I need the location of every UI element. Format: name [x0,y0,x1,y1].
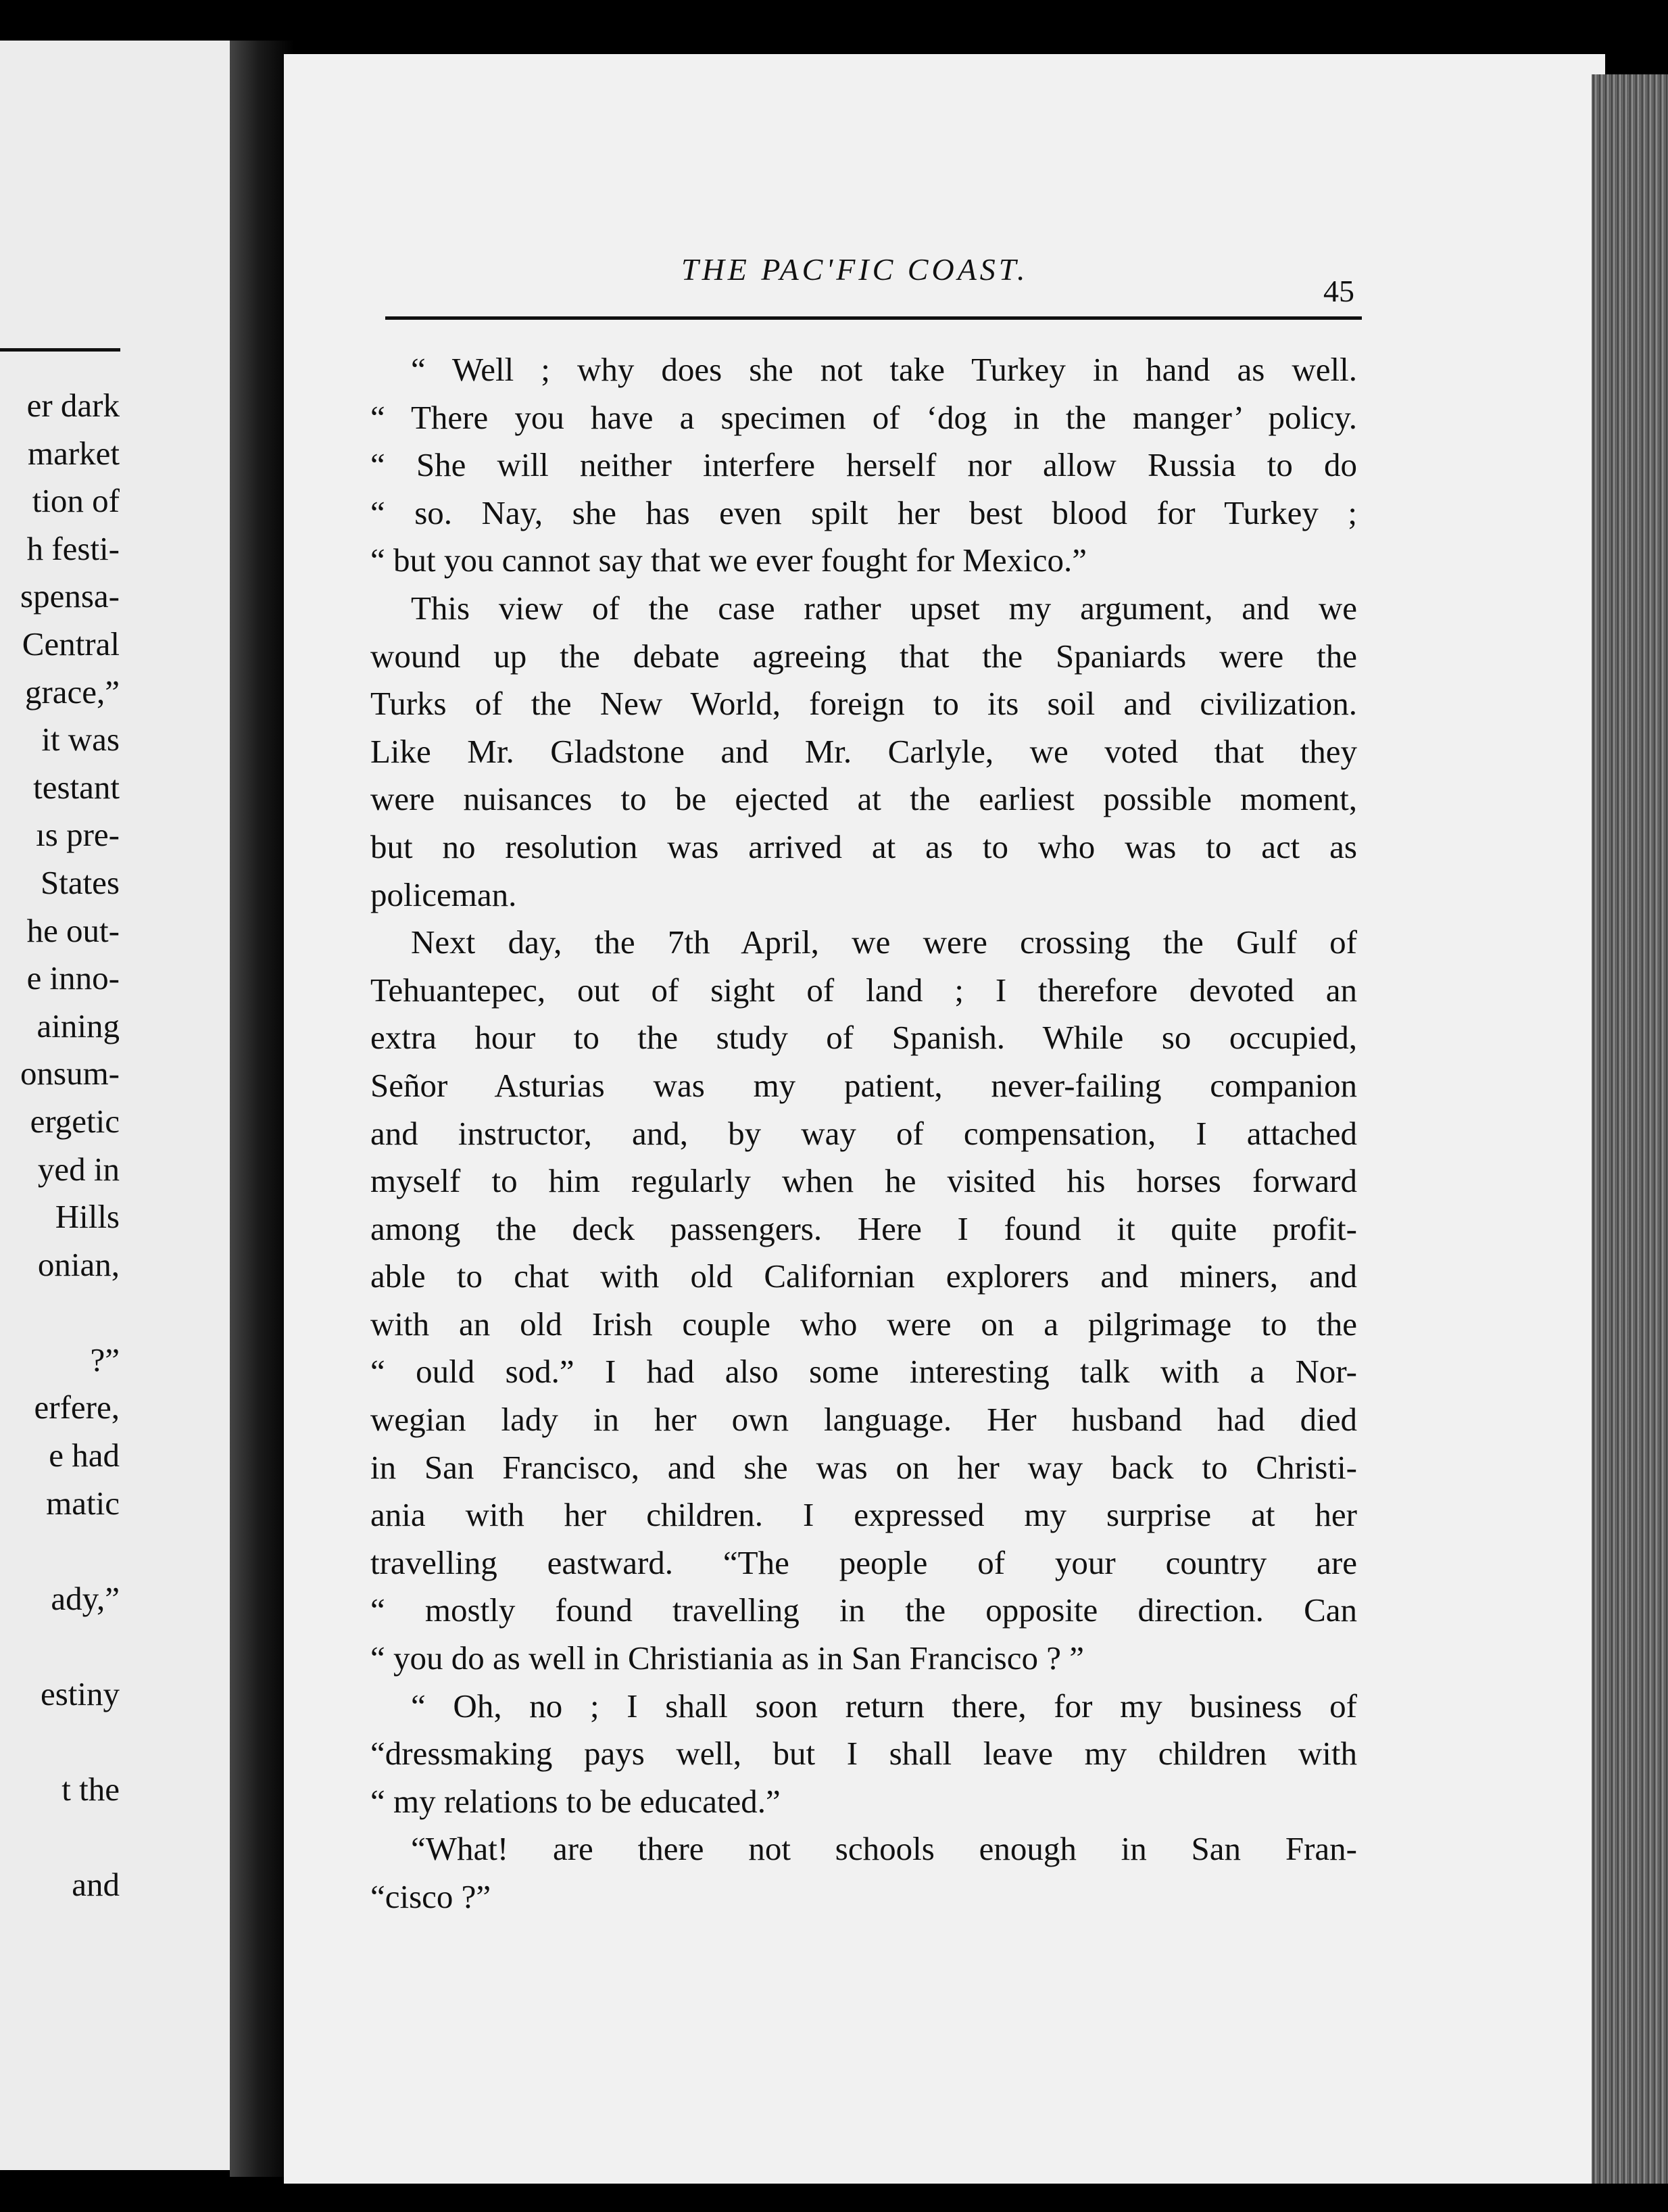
left-page-line [20,1622,120,1670]
text-line: Like Mr. Gladstone and Mr. Carlyle, we voted that they [370,732,1357,770]
left-page-line: ergetic [30,1102,120,1140]
text-line: extra hour to the study of Spanish. While so occupied, [370,1019,1357,1057]
text-line: This view of the case rather upset my argument, and we [411,589,1357,627]
running-head: THE PAC'FIC COAST. [681,252,1029,287]
left-page-line: e inno- [26,959,120,997]
left-page-line: er dark [26,387,120,424]
text-line: in San Francisco, and she was on her way back to Christi- [370,1448,1357,1486]
text-line: Turks of the New World, foreign to its soil and civilization. [370,685,1357,723]
left-page-line: testant [33,768,120,806]
left-page-line: tion of [32,482,120,520]
left-page-line: e had [49,1437,120,1474]
left-page-line: and [72,1866,120,1904]
left-page-text [20,382,120,1909]
left-page-line: grace,” [24,673,120,711]
text-line: “ my relations to be educated.” [370,1782,781,1820]
text-line: “ so. Nay, she has even spilt her best blood for Turkey ; [370,494,1357,531]
left-page [0,41,233,2170]
body-text [370,346,1357,1921]
left-page-line: matic [46,1484,120,1522]
text-line: “ ould sod.” I had also some interesting talk with a Nor- [370,1353,1357,1391]
text-line: but no resolution was arrived at as to who was to act as [370,827,1357,865]
left-page-line: t the [62,1771,120,1808]
text-line: Tehuantepec, out of sight of land ; I therefore devoted an [370,971,1357,1009]
text-line: “dressmaking pays well, but I shall leave my children with [370,1735,1357,1773]
left-page-line: ıs pre- [36,816,120,854]
text-line: “ She will neither interfere herself nor allow Russia to do [370,446,1357,484]
text-line: “cisco ?” [370,1878,491,1915]
left-page-line: estiny [40,1675,120,1713]
left-page-line [20,1718,120,1766]
text-line: “ you do as well in Christiania as in San Francisco ? ” [370,1639,1084,1677]
header-rule [385,316,1362,320]
text-line: myself to him regularly when he visited his horses forward [370,1162,1357,1200]
left-page-line: market [27,434,120,472]
text-line: travelling eastward. “The people of your country are [370,1543,1357,1581]
left-page-line: Hills [55,1198,120,1236]
text-line: “ There you have a specimen of ‘dog in the manger’ policy. [370,398,1357,436]
text-line: were nuisances to be ejected at the earliest possible moment, [370,780,1357,818]
left-page-line: aining [36,1007,120,1044]
left-page-line [20,1527,120,1575]
left-page-line: onian, [37,1245,120,1283]
text-line: wegian lady in her own language. Her husband had died [370,1401,1357,1439]
left-page-line: Central [22,625,120,663]
left-page-line [20,1289,120,1337]
text-line: “ Well ; why does she not take Turkey in hand as well. [411,351,1357,388]
text-line: policeman. [370,875,517,913]
text-line: among the deck passengers. Here I found it quite profit- [370,1209,1357,1247]
left-page-line: it was [41,721,120,759]
left-page-rule [0,348,120,352]
text-line: Señor Asturias was my patient, never-failing companion [370,1066,1357,1104]
text-line: Next day, the 7th April, we were crossing the Gulf of [411,923,1357,961]
left-page-line: States [40,863,120,901]
left-page-line: he out- [26,911,120,949]
text-line: wound up the debate agreeing that the Spaniards were the [370,637,1357,675]
left-page-line: erfere, [34,1389,120,1426]
text-line: with an old Irish couple who were on a pilgrimage to the [370,1305,1357,1343]
text-line: “ Oh, no ; I shall soon return there, for my business of [411,1687,1357,1725]
left-page-line: yed in [37,1150,120,1188]
left-page-line: ady,” [51,1579,120,1617]
text-line: “What! are there not schools enough in San Fran- [411,1830,1357,1868]
left-page-line: spensa- [20,577,120,615]
text-line: ania with her children. I expressed my surprise at her [370,1496,1357,1534]
page-number: 45 [1323,274,1354,308]
text-line: and instructor, and, by way of compensation, I attached [370,1114,1357,1152]
page-edges [1592,74,1668,2184]
left-page-line [20,1814,120,1862]
text-line: able to chat with old Californian explorers and miners, and [370,1257,1357,1295]
left-page-line: h festi- [26,529,120,567]
text-line: “ mostly found travelling in the opposite direction. Can [370,1591,1357,1629]
left-page-line: onsum- [20,1055,120,1092]
left-page-line: ?” [90,1341,120,1378]
text-line: “ but you cannot say that we ever fought for Mexico.” [370,542,1087,579]
